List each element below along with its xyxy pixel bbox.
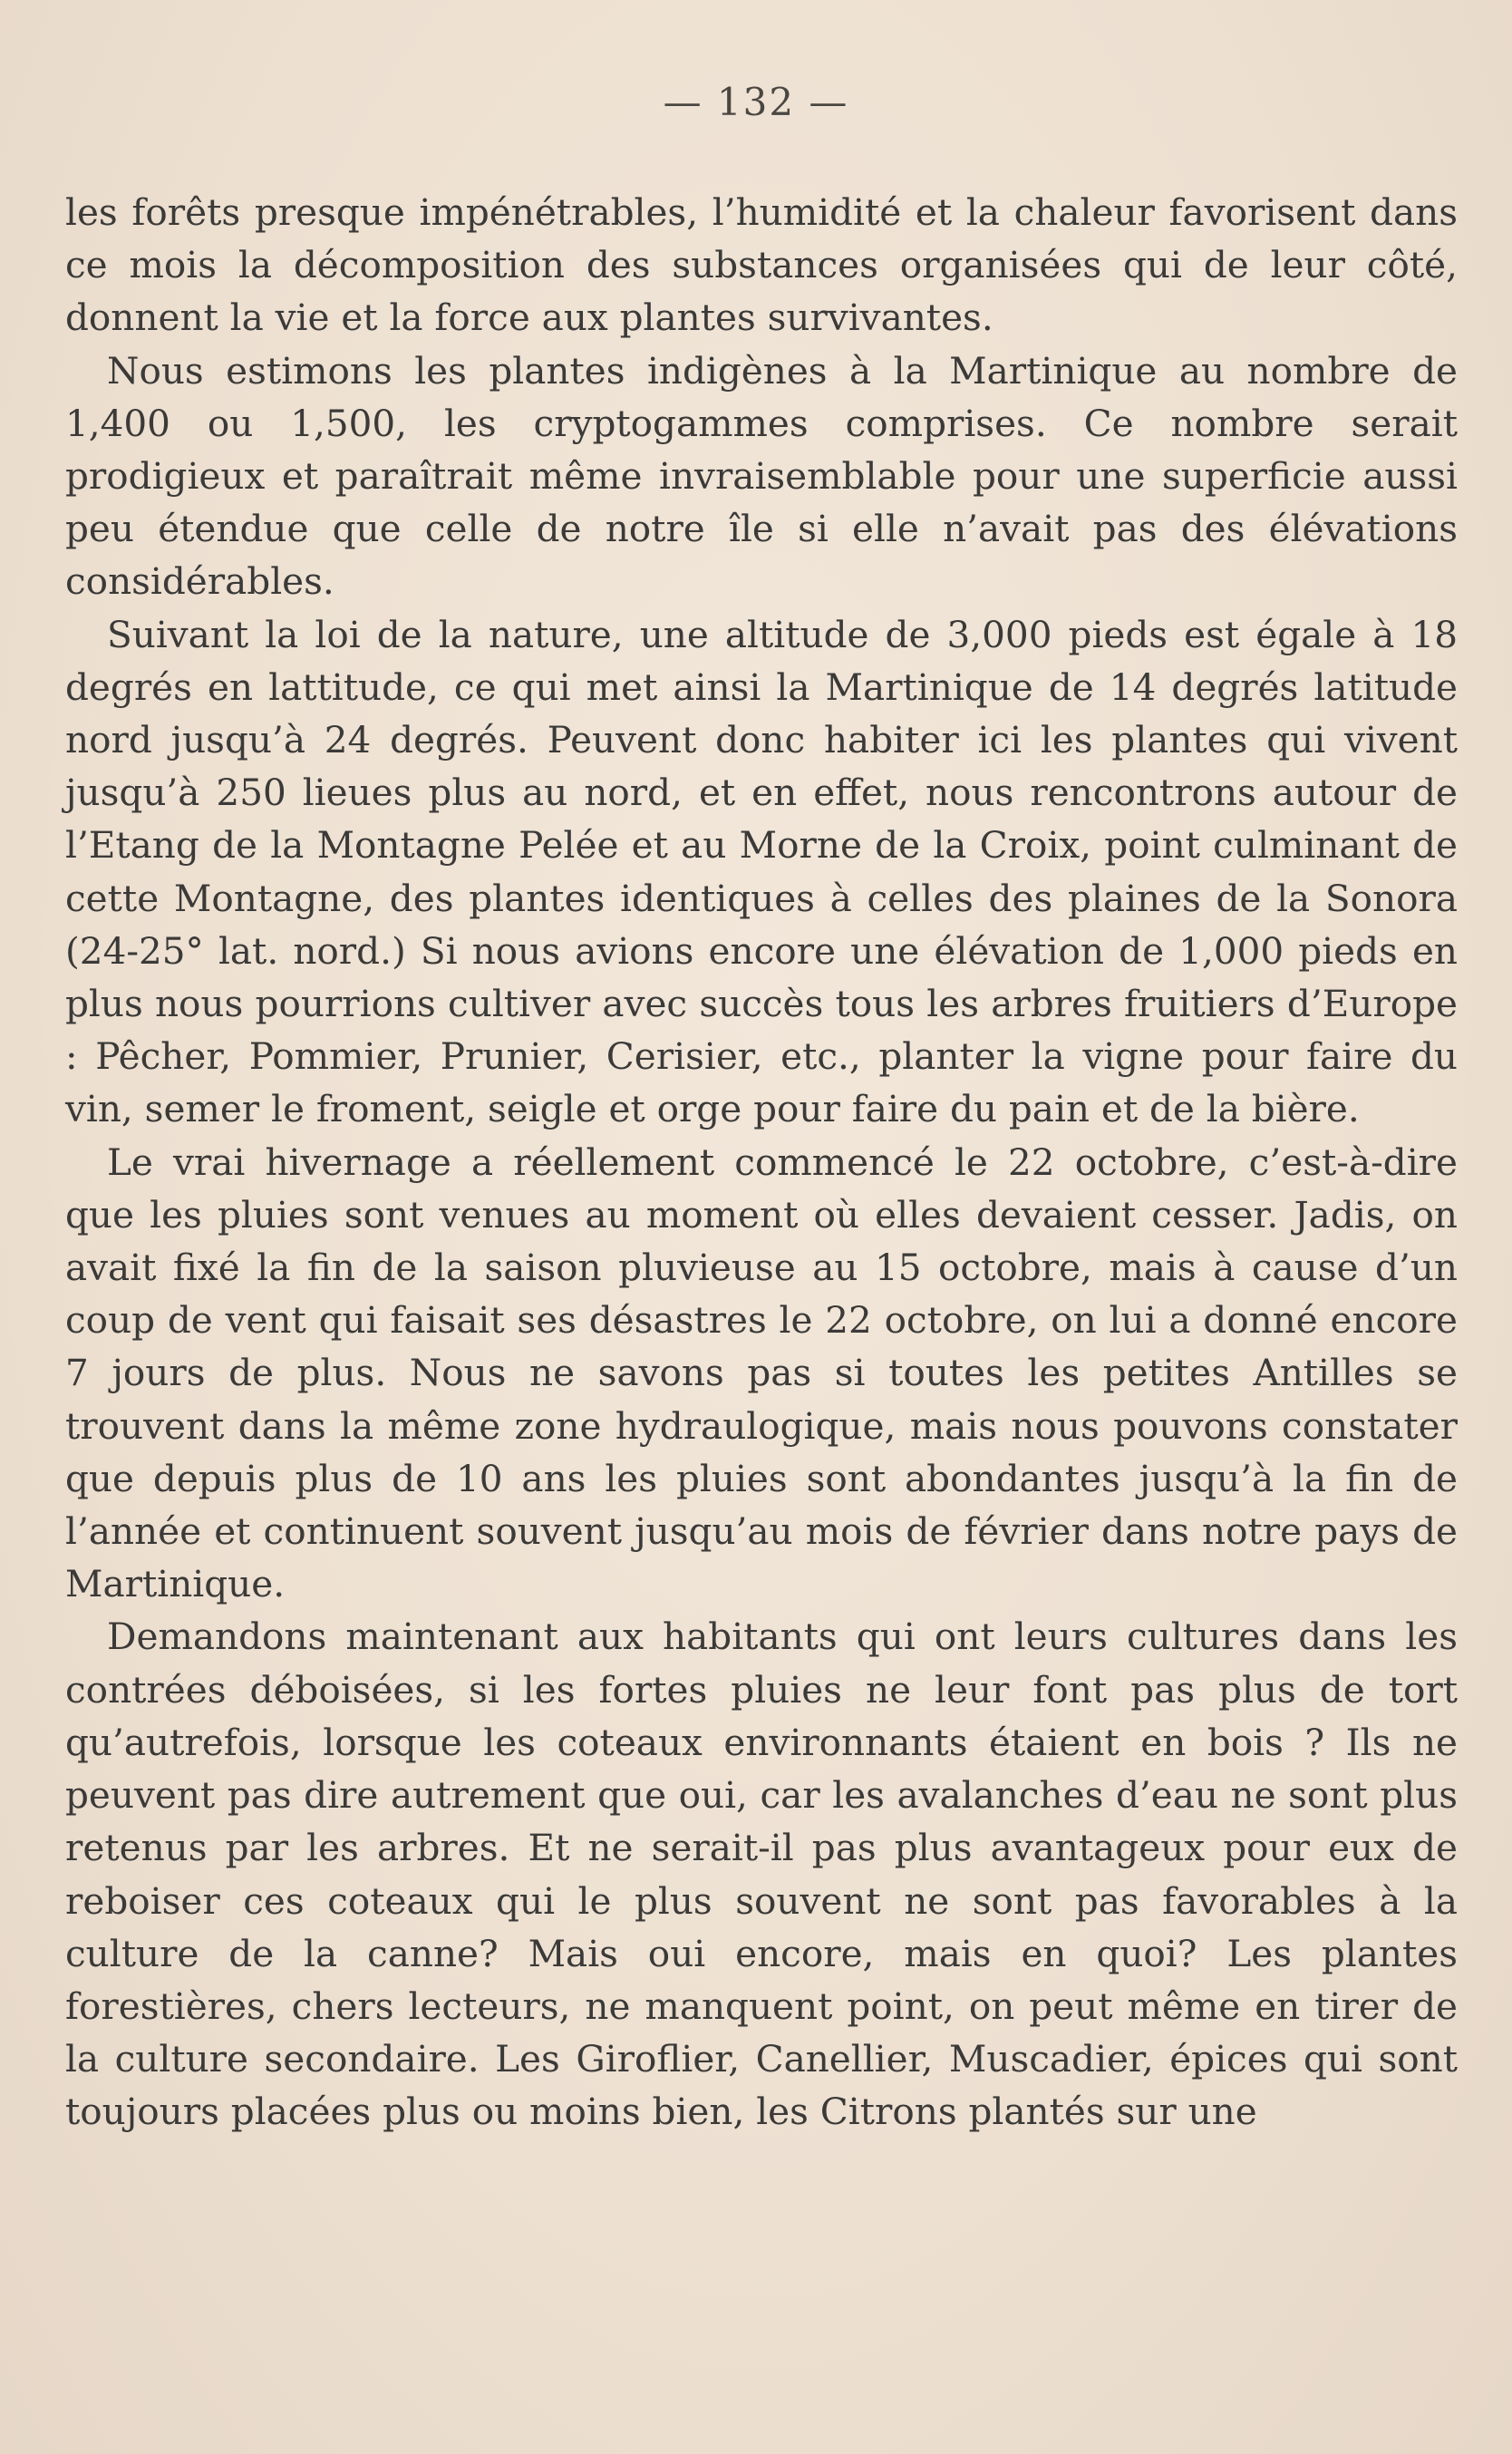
paragraph-3: Suivant la loi de la nature, une altitude de 3,000 pieds est égale à 18 degrés en lattitude, ce qui met ainsi la Martinique de 14 degrés latitude nord jusqu’à 24 degrés. Peuvent donc habiter ici les plantes qui vivent jusqu’à 250 lieues plus au nord, et en effet, nous rencontrons autour de l’Etang de la Montagne Pelée et au Morne de la Croix, point culminant de cette Montagne, des plantes identiques à celles des plaines de la Sonora (24-25° lat. nord.) Si nous avions encore une élévation de 1,000 pieds en plus nous pourrions cultiver avec succès tous les arbres fruitiers d’Europe : Pêcher, Pommier, Prunier, Cerisier, etc., planter la vigne pour faire du vin, semer le froment, seigle et orge pour faire du pain et de la bière. [65,612,1458,1131]
page-number: — 132 — [663,80,849,124]
paragraph-1: les forêts presque impénétrables, l’humidité et la chaleur favorisent dans ce mois la décomposition des substances organisées qui de leur côté, donnent la vie et la force aux plantes survivantes. [65,190,1458,340]
paragraph-5: Demandons maintenant aux habitants qui ont leurs cultures dans les contrées déboisées, si les fortes pluies ne leur font pas plus de tort qu’autrefois, lorsque les coteaux environnants étaient en bois ? Ils ne peuvent pas dire autrement que oui, car les avalanches d’eau ne sont plus retenus par les arbres. Et ne serait-il pas plus avantageux pour eux de reboiser ces coteaux qui le plus souvent ne sont pas favorables à la culture de la canne? Mais oui encore, mais en quoi? Les plantes forestières, chers lecteurs, ne manquent point, on peut même en tirer de la culture secondaire. Les Giroflier, Canellier, Muscadier, épices qui sont toujours placées plus ou moins bien, les Citrons plantés sur une [65,1615,1458,2134]
paragraph-2: Nous estimons les plantes indigènes à la Martinique au nombre de 1,400 ou 1,500, les cryptogammes comprises. Ce nombre serait prodigieux et paraîtrait même invraisemblable pour une superficie aussi peu étendue que celle de notre île si elle n’avait pas des élévations considérables. [65,348,1458,604]
paragraph-4: Le vrai hivernage a réellement commencé le 22 octobre, c’est-à-dire que les pluies sont venues au moment où elles devaient cesser. Jadis, on avait fixé la fin de la saison pluvieuse au 15 octobre, mais à cause d’un coup de vent qui faisait ses désastres le 22 octobre, on lui a donné encore 7 jours de plus. Nous ne savons pas si toutes les petites Antilles se trouvent dans la même zone hydraulogique, mais nous pouvons constater que depuis plus de 10 ans les pluies sont abondantes jusqu’à la fin de l’année et continuent souvent jusqu’au mois de février dans notre pays de Martinique. [65,1140,1458,1606]
body-text [65,186,1458,2139]
